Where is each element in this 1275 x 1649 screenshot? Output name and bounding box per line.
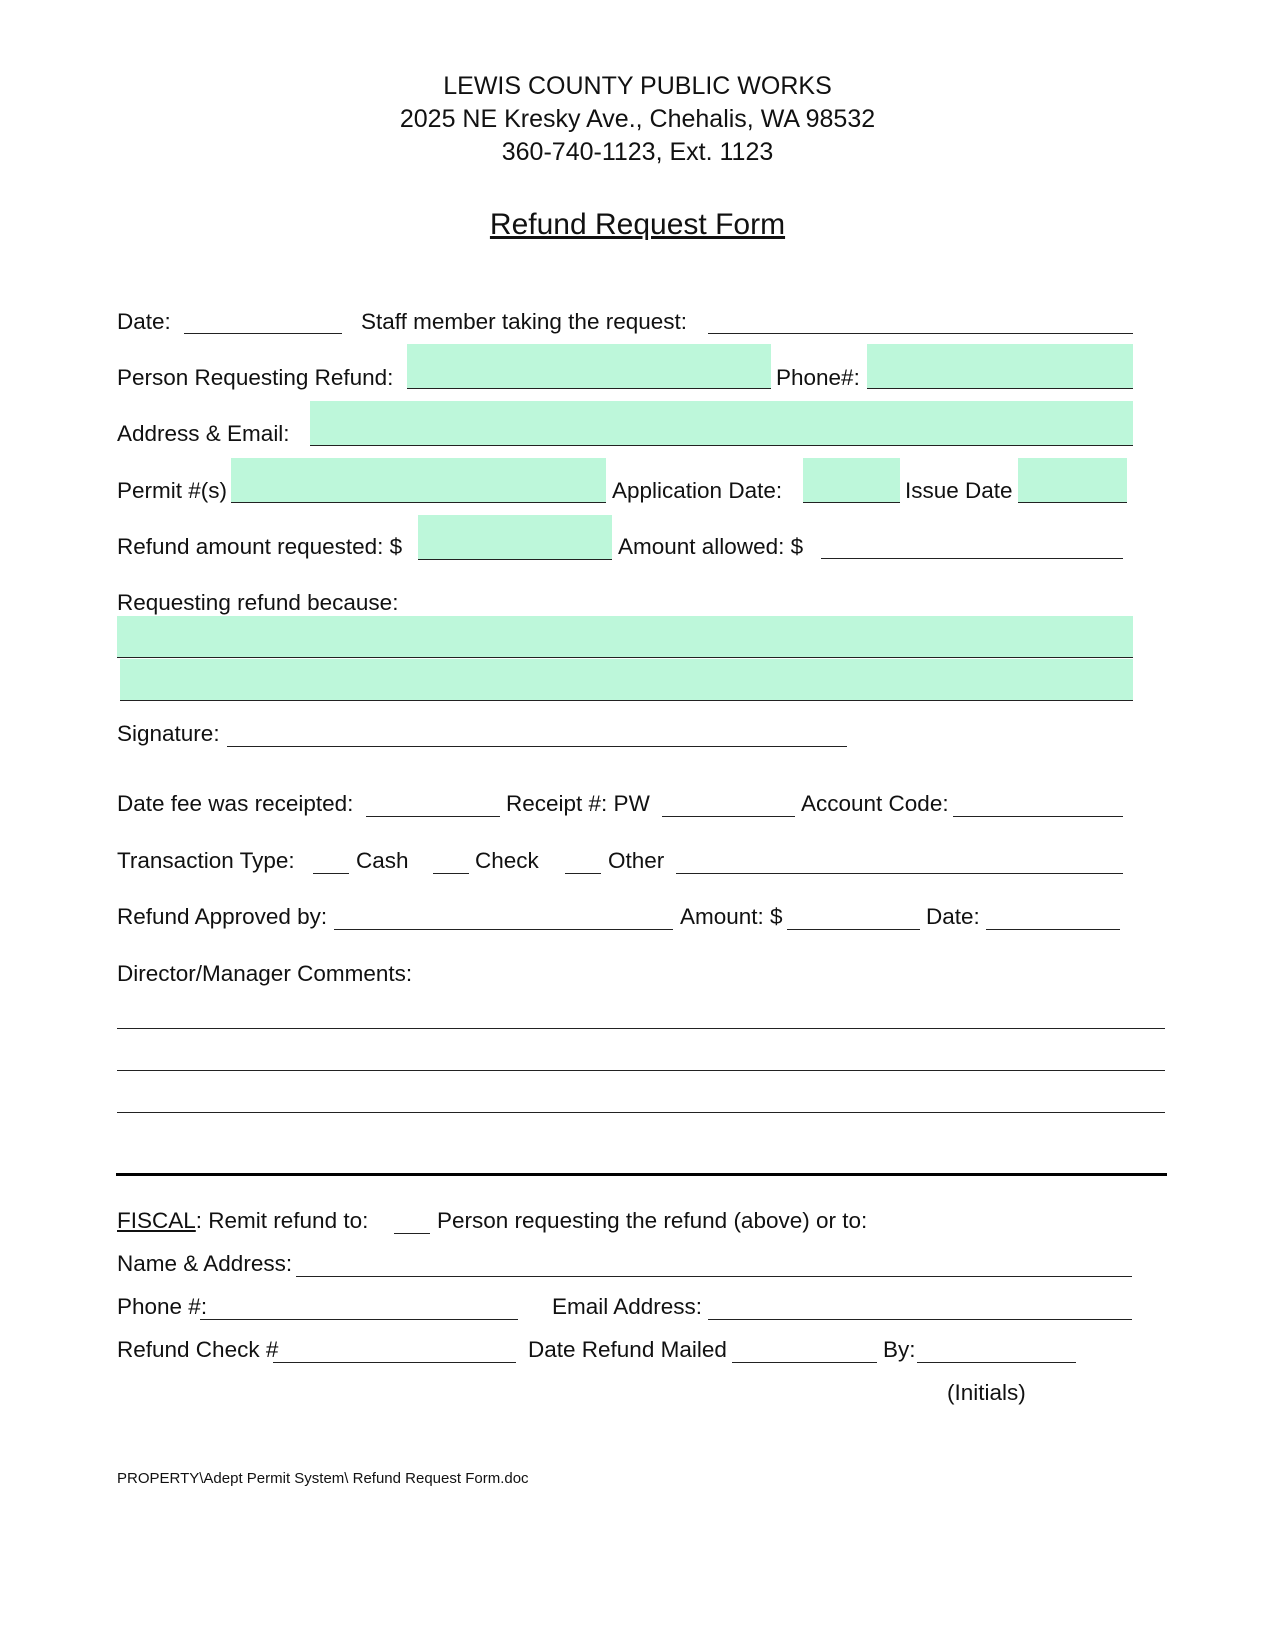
- refund-check-label: Refund Check #: [117, 1337, 279, 1362]
- approved-by-line[interactable]: [334, 929, 673, 930]
- date-mailed-label: Date Refund Mailed: [528, 1337, 727, 1362]
- application-date-field[interactable]: [803, 458, 900, 503]
- issue-date-field[interactable]: [1018, 458, 1127, 503]
- date-field[interactable]: [184, 304, 342, 334]
- email-address-label: Email Address:: [552, 1294, 703, 1319]
- refund-amount-label: Refund amount requested: $: [117, 534, 403, 559]
- application-date-label: Application Date:: [612, 478, 783, 503]
- document-path: PROPERTY\Adept Permit System\ Refund Request Form.doc: [117, 1470, 529, 1487]
- date-underline: [184, 333, 342, 334]
- other-line[interactable]: [676, 873, 1123, 874]
- fiscal-heading: FISCAL: [117, 1208, 196, 1233]
- date-receipted-line[interactable]: [366, 816, 500, 817]
- reason-label: Requesting refund because:: [117, 590, 399, 615]
- address-email-label: Address & Email:: [117, 421, 290, 446]
- section-divider: [116, 1173, 1167, 1176]
- other-checkbox-line[interactable]: [565, 873, 601, 874]
- phone-label: Phone#:: [776, 365, 860, 390]
- signature-label: Signature:: [117, 721, 220, 746]
- amount-allowed-field[interactable]: [821, 529, 1123, 559]
- cash-label: Cash: [356, 848, 409, 873]
- approved-amount-label: Amount: $: [680, 904, 783, 929]
- remit-label: : Remit refund to:: [195, 1208, 369, 1233]
- permit-field[interactable]: [231, 458, 606, 503]
- fiscal-phone-label: Phone #:: [117, 1294, 208, 1319]
- approved-by-label: Refund Approved by:: [117, 904, 328, 929]
- staff-label: Staff member taking the request:: [361, 309, 688, 334]
- date-label: Date:: [117, 309, 171, 334]
- page-title: Refund Request Form: [489, 208, 786, 241]
- check-checkbox-line[interactable]: [433, 873, 469, 874]
- amount-allowed-underline: [821, 558, 1123, 559]
- name-address-label: Name & Address:: [117, 1251, 293, 1276]
- comments-label: Director/Manager Comments:: [117, 961, 413, 986]
- other-label: Other: [608, 848, 665, 873]
- staff-underline: [708, 333, 1133, 334]
- receipt-number-label: Receipt #: PW: [506, 791, 650, 816]
- fiscal-section: [117, 1208, 368, 1234]
- fiscal-phone-line[interactable]: [200, 1319, 518, 1320]
- phone-field[interactable]: [867, 344, 1133, 389]
- signature-line[interactable]: [227, 746, 847, 747]
- org-name: LEWIS COUNTY PUBLIC WORKS: [443, 72, 832, 100]
- by-label: By:: [883, 1337, 916, 1362]
- transaction-type-label: Transaction Type:: [117, 848, 295, 873]
- receipt-number-line[interactable]: [662, 816, 795, 817]
- check-label: Check: [475, 848, 539, 873]
- org-phone: 360-740-1123, Ext. 1123: [501, 138, 774, 166]
- person-requesting-field[interactable]: [407, 344, 771, 389]
- permit-label: Permit #(s): [117, 478, 228, 503]
- address-email-field[interactable]: [310, 401, 1133, 446]
- account-code-label: Account Code:: [801, 791, 949, 816]
- cash-checkbox-line[interactable]: [313, 873, 349, 874]
- comment-line-3[interactable]: [117, 1112, 1165, 1113]
- reason-line-1[interactable]: [117, 616, 1133, 658]
- comment-line-1[interactable]: [117, 1028, 1165, 1029]
- org-address: 2025 NE Kresky Ave., Chehalis, WA 98532: [399, 105, 876, 133]
- issue-date-label: Issue Date: [905, 478, 1013, 503]
- remit-option-label: Person requesting the refund (above) or to:: [437, 1208, 868, 1233]
- by-initials-line[interactable]: [917, 1362, 1076, 1363]
- email-address-line[interactable]: [708, 1319, 1132, 1320]
- reason-line-2[interactable]: [120, 659, 1133, 701]
- account-code-line[interactable]: [953, 816, 1123, 817]
- comment-line-2[interactable]: [117, 1070, 1165, 1071]
- approved-date-line[interactable]: [986, 929, 1120, 930]
- name-address-line[interactable]: [296, 1276, 1132, 1277]
- refund-amount-field[interactable]: [418, 515, 612, 560]
- amount-allowed-label: Amount allowed: $: [618, 534, 804, 559]
- staff-field[interactable]: [708, 304, 1133, 334]
- approved-date-label: Date:: [926, 904, 980, 929]
- refund-check-line[interactable]: [273, 1362, 516, 1363]
- initials-caption: (Initials): [947, 1380, 1026, 1405]
- date-receipted-label: Date fee was receipted:: [117, 791, 354, 816]
- date-mailed-line[interactable]: [732, 1362, 877, 1363]
- approved-amount-line[interactable]: [787, 929, 920, 930]
- remit-person-checkbox-line[interactable]: [394, 1233, 430, 1234]
- person-label: Person Requesting Refund:: [117, 365, 394, 390]
